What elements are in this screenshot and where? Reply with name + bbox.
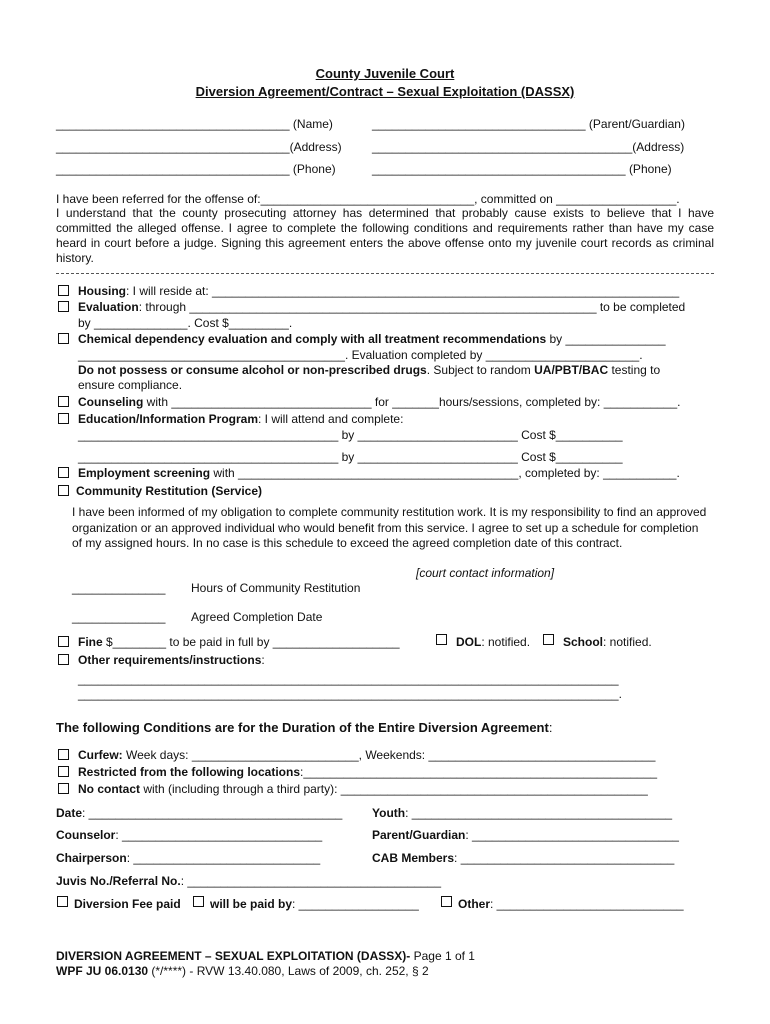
dol-row bbox=[456, 635, 530, 649]
school-checkbox[interactable] bbox=[543, 634, 554, 645]
footer-line1 bbox=[56, 949, 475, 963]
curfew-label: Curfew: bbox=[78, 748, 123, 762]
employment-text[interactable]: with __________________________________________, completed by: ___________. bbox=[210, 466, 680, 480]
evaluation-label: Evaluation bbox=[78, 300, 139, 314]
chemical-line2[interactable]: ________________________________________. Evaluation completed by _______________________. bbox=[78, 348, 643, 362]
date-label: Date bbox=[56, 806, 83, 820]
no-contact-row bbox=[78, 782, 648, 796]
other-requirements-row bbox=[78, 653, 265, 667]
restitution-paragraph: I have been informed of my obligation to complete community restitution work. It is my responsibility to find an approved organization or an approved individual who would benefit from this service. I agree to set up a schedule for completion of my assigned hours. In no case is this schedule to exceed the agreed completion date of this contract. bbox=[72, 505, 707, 550]
restitution-label: Community Restitution (Service) bbox=[76, 484, 263, 498]
fee-will-be-paid-checkbox[interactable] bbox=[193, 896, 204, 907]
other-requirements-label: Other requirements/instructions bbox=[78, 653, 262, 667]
evaluation-checkbox[interactable] bbox=[58, 301, 69, 312]
fine-label: Fine bbox=[78, 635, 103, 649]
restricted-text[interactable]: :_____________________________________________________ bbox=[300, 765, 658, 779]
employment-checkbox[interactable] bbox=[58, 467, 69, 478]
employment-row bbox=[78, 466, 680, 480]
housing-text[interactable]: : I will reside at: ______________________________________________________________________ bbox=[126, 284, 680, 298]
juvis-line[interactable]: : ______________________________________ bbox=[180, 874, 441, 888]
education-label: Education/Information Program bbox=[78, 412, 259, 426]
phone-field[interactable]: ___________________________________ (Phone) bbox=[56, 162, 336, 176]
juvis-label: Juvis No./Referral No. bbox=[56, 874, 181, 888]
fee-will-label: will be paid by bbox=[210, 897, 293, 911]
counselor-label: Counselor bbox=[56, 828, 116, 842]
dol-text: : notified. bbox=[481, 635, 531, 649]
other-requirements-line2[interactable]: _________________________________________________________________________________. bbox=[78, 687, 622, 701]
youth-row bbox=[372, 806, 672, 820]
cab-members-label: CAB Members bbox=[372, 851, 455, 865]
name-field[interactable]: ___________________________________ (Name) bbox=[56, 117, 333, 131]
chemical-checkbox[interactable] bbox=[58, 333, 69, 344]
no-contact-text[interactable]: with (including through a third party): ______________________________________________ bbox=[140, 782, 648, 796]
chemical-label: Chemical dependency evaluation and comply with all treatment recommendations bbox=[78, 332, 547, 346]
duration-heading-text: The following Conditions are for the Duration of the Entire Diversion Agreement bbox=[56, 720, 549, 735]
evaluation-line2[interactable]: by ______________. Cost $_________. bbox=[78, 316, 293, 330]
school-label: School bbox=[563, 635, 604, 649]
youth-signature-line[interactable]: : _______________________________________ bbox=[405, 806, 673, 820]
fee-other-checkbox[interactable] bbox=[441, 896, 452, 907]
counseling-text[interactable]: with ______________________________ for _______hours/sessions, completed by: ___________. bbox=[143, 395, 681, 409]
education-line1[interactable]: _______________________________________ by ________________________ Cost $__________ bbox=[78, 428, 623, 442]
alcohol-mid: . Subject to random bbox=[426, 363, 535, 377]
dol-checkbox[interactable] bbox=[436, 634, 447, 645]
fee-paid-checkbox[interactable] bbox=[57, 896, 68, 907]
footer-line2 bbox=[56, 964, 429, 978]
alcohol-label: Do not possess or consume alcohol or non-prescribed drugs bbox=[78, 363, 427, 377]
alcohol-line2: ensure compliance. bbox=[78, 378, 183, 392]
fine-text[interactable]: $________ to be paid in full by ___________________ bbox=[102, 635, 400, 649]
education-line2[interactable]: _______________________________________ by ________________________ Cost $__________ bbox=[78, 450, 623, 464]
fee-will-row bbox=[210, 897, 419, 911]
parent-signature-line[interactable]: : _______________________________ bbox=[465, 828, 679, 842]
duration-heading bbox=[56, 721, 552, 735]
fee-paid-label: Diversion Fee paid bbox=[74, 897, 181, 911]
evaluation-text[interactable]: : through _____________________________________________________________ to be completed bbox=[138, 300, 686, 314]
intro-paragraph: I understand that the county prosecuting attorney has determined that probably cause exists to believe that I have committed the alleged offense. I agree to complete the following conditions and requirements rather than have my case heard in court before a judge. Signing this agreement enters the above offense onto my juvenile court records as criminal history. bbox=[56, 206, 714, 265]
education-row bbox=[78, 412, 403, 426]
court-contact-info: [court contact information] bbox=[416, 566, 555, 580]
parent-address-field[interactable]: _______________________________________(Address) bbox=[372, 140, 685, 154]
chemical-row bbox=[78, 332, 666, 346]
dol-label: DOL bbox=[456, 635, 482, 649]
restricted-row bbox=[78, 765, 657, 779]
housing-label: Housing bbox=[78, 284, 126, 298]
address-field[interactable]: ___________________________________(Address) bbox=[56, 140, 342, 154]
restitution-hours-label: Hours of Community Restitution bbox=[191, 581, 361, 595]
housing-row bbox=[78, 284, 679, 298]
court-title: County Juvenile Court bbox=[315, 66, 455, 81]
counseling-checkbox[interactable] bbox=[58, 396, 69, 407]
parent-signature-row bbox=[372, 828, 679, 842]
restricted-checkbox[interactable] bbox=[58, 766, 69, 777]
counseling-label: Counseling bbox=[78, 395, 144, 409]
restricted-label: Restricted from the following locations bbox=[78, 765, 301, 779]
cab-members-signature-line[interactable]: : ________________________________ bbox=[454, 851, 675, 865]
restitution-checkbox[interactable] bbox=[58, 485, 69, 496]
footer-page: Page 1 of 1 bbox=[410, 949, 475, 963]
housing-checkbox[interactable] bbox=[58, 285, 69, 296]
no-contact-label: No contact bbox=[78, 782, 141, 796]
footer-citation: (*/****) - RVW 13.40.080, Laws of 2009, ch. 252, § 2 bbox=[148, 964, 429, 978]
completion-date-label: Agreed Completion Date bbox=[191, 610, 323, 624]
parent-guardian-field[interactable]: ________________________________ (Parent/Guardian) bbox=[372, 117, 685, 131]
chemical-text[interactable]: by _______________ bbox=[546, 332, 666, 346]
counseling-row bbox=[78, 395, 680, 409]
chairperson-row bbox=[56, 851, 320, 865]
parent-phone-field[interactable]: ______________________________________ (Phone) bbox=[372, 162, 672, 176]
restitution-hours-line[interactable]: ______________ bbox=[72, 581, 166, 595]
counselor-signature-line[interactable]: : ______________________________ bbox=[115, 828, 323, 842]
chairperson-label: Chairperson bbox=[56, 851, 127, 865]
fine-row bbox=[78, 635, 400, 649]
alcohol-end: testing to bbox=[608, 363, 661, 377]
curfew-checkbox[interactable] bbox=[58, 749, 69, 760]
footer-form-id: WPF JU 06.0130 bbox=[56, 964, 149, 978]
no-contact-checkbox[interactable] bbox=[58, 783, 69, 794]
fee-other-label: Other bbox=[458, 897, 491, 911]
form-title: Diversion Agreement/Contract – Sexual Exploitation (DASSX) bbox=[195, 84, 575, 99]
evaluation-row bbox=[78, 300, 685, 314]
offense-line[interactable]: I have been referred for the offense of:________________________________, committed on __________________. bbox=[56, 192, 680, 206]
date-row bbox=[56, 806, 342, 820]
footer-title: DIVERSION AGREEMENT – SEXUAL EXPLOITATION (DASSX)- bbox=[56, 949, 411, 963]
juvis-row bbox=[56, 874, 441, 888]
curfew-row bbox=[78, 748, 655, 762]
date-signature-line[interactable]: : ______________________________________ bbox=[82, 806, 343, 820]
counselor-row bbox=[56, 828, 322, 842]
fine-checkbox[interactable] bbox=[58, 636, 69, 647]
school-text: : notified. bbox=[603, 635, 652, 649]
employment-label: Employment screening bbox=[78, 466, 211, 480]
dashed-divider bbox=[56, 273, 714, 274]
alcohol-row bbox=[78, 363, 660, 377]
education-text: : I will attend and complete: bbox=[258, 412, 404, 426]
other-requirements-colon: : bbox=[261, 653, 265, 667]
education-checkbox[interactable] bbox=[58, 413, 69, 424]
curfew-text[interactable]: Week days: _________________________, Weekends: __________________________________ bbox=[122, 748, 656, 762]
fee-other-line[interactable]: : ____________________________ bbox=[490, 897, 684, 911]
other-requirements-line1[interactable]: _________________________________________________________________________________ bbox=[78, 672, 619, 686]
fee-will-line[interactable]: : __________________ bbox=[292, 897, 419, 911]
school-row bbox=[563, 635, 652, 649]
fee-other-row bbox=[458, 897, 684, 911]
parent-signature-label: Parent/Guardian bbox=[372, 828, 466, 842]
alcohol-tests: UA/PBT/BAC bbox=[534, 363, 609, 377]
completion-date-line[interactable]: ______________ bbox=[72, 610, 166, 624]
cab-members-row bbox=[372, 851, 674, 865]
other-requirements-checkbox[interactable] bbox=[58, 654, 69, 665]
duration-heading-colon: : bbox=[548, 720, 553, 735]
youth-label: Youth bbox=[372, 806, 406, 820]
chairperson-signature-line[interactable]: : ____________________________ bbox=[126, 851, 321, 865]
